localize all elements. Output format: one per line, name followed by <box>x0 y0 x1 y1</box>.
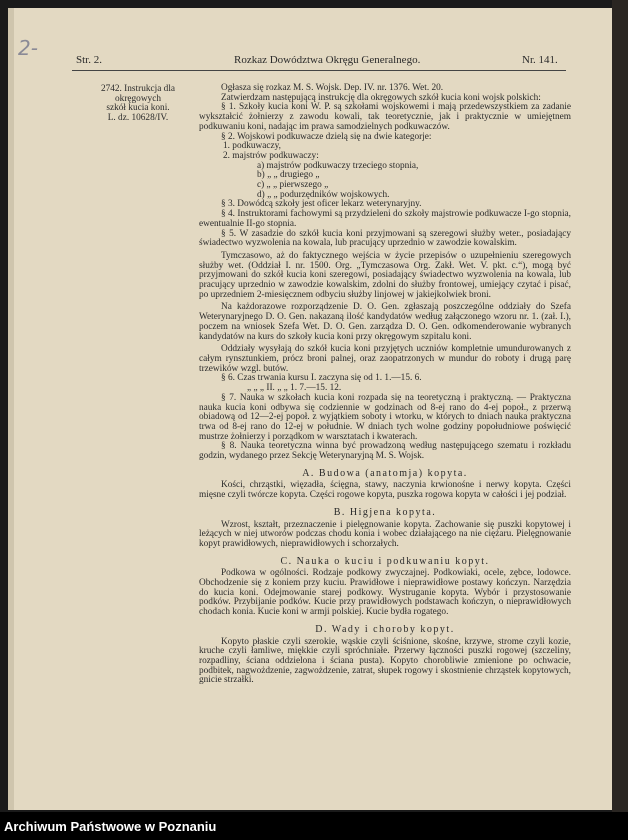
paragraph-s8: § 8. Nauka teoretyczna winna być prowadzoną według następującego szematu i rozkładu godzin, wydanego przez Sekcję Weterynaryjną M. S. Wojsk. <box>199 441 571 462</box>
paragraph-oddzialy: Oddziały wysyłają do szkół kucia koni przyjętych uczniów kompletnie umundurowanych z całym rynsztunkiem, prócz broni palnej, oraz zaopatrzonych w mundur do roboty i drugą parę trzewików wzgl. butów. <box>199 344 571 374</box>
section-text-a: Kości, chrząstki, więzadła, ścięgna, stawy, naczynia krwionośne i nerwy kopyta. Części mięsne czyli twórcze kopyta. Części rogowe kopyta, puszka rogowa kopyta w całości i jej podział. <box>199 480 571 501</box>
list-item: b) „ „ drugiego „ <box>257 170 320 181</box>
archive-footer-bar <box>0 812 628 840</box>
paragraph-s5: § 5. W zasadzie do szkół kucia koni przyjmowani są szeregowi służby weter., posiadający świadectwo wyzwolenia na kowala, lub pracujący uprzednio w zawodzie kowalskim. <box>199 228 571 249</box>
section-text-c: Podkowa w ogólności. Rodzaje podkowy zwyczajnej. Podkowiaki, ocele, zębce, lodowce. Obchodzenie się z koniem przy kuciu. Prawidłowe i nieprawidłowe postawy kończyn. Narzędzia do kucia koni. Odejmowanie starej podkowy. Wystruganie kopyta. Wybór i przystosowanie podków. Przybijanie podków. Kucie przy prawidłowych podstawach kończyn, o nieprawidłowych chodach konia. Kucie koni w armji polskiej. Kucie bydła rogatego. <box>199 568 571 618</box>
page-number: Str. 2. <box>76 54 102 66</box>
paragraph-kazdorazowe: Na każdorazowe rozporządzenie D. O. Gen. zgłaszają poszczególne oddziały do Szefa Weterynaryjnego D. O. Gen. nakazaną ilość kandydatów według załączonego wzoru nr. 1. (zał. I.), poczem na wniosek Szefa Wet. D. O. Gen. zarządza D. O. Gen. odkomenderowanie wybranych kandydatów na kurs do szkoły kucia koni przy okręgowym szpitalu koni. <box>199 302 571 342</box>
paragraph-s6: § 6. Czas trwania kursu I. zaczyna się od 1. 1.—15. 6. <box>221 373 422 384</box>
paragraph-s3: § 3. Dowódcą szkoły jest oficer lekarz weterynaryjny. <box>221 199 422 210</box>
approval-line: Zatwierdzam następującą instrukcję dla okręgowych szkół kucia koni wojsk polskich: <box>221 92 541 103</box>
paragraph-s1: § 1. Szkoły kucia koni W. P. są szkołami wojskowemi i mają przedewszystkiem za zadanie wykształcić żołnierzy z zawodu kowali, tak teoretycznie, jak i praktycznie w umiejętnem podkuwaniu koni, nadając im prawa samodzielnych podkuwaczów. <box>199 102 571 132</box>
binding-shadow <box>612 0 628 812</box>
paragraph-tymczasowo: Tymczasowo, aż do faktycznego wejścia w życie przepisów o uzupełnieniu szeregowych służby wet. (Oddział I. nr. 1500. Org. „Tymczasowa Org. Zakł. Wet. V. pkt. c.“), mogą być przyjmowani do szkół kucia koni szeregowi, posiadający świadectwo wyzwolenia na kowala, lub pracujący uprzednio w zawodzie kowalskim, zdolni do służby frontowej, umiejący czytać i pisać, po uprzedniem 2-miesięcznem odbyciu służby linjowej w jakiejkolwiek broni. <box>199 250 571 300</box>
paragraph-s7: § 7. Nauka w szkołach kucia koni rozpada się na teoretyczną i praktyczną. — Praktyczna nauka kucia koni odbywa się codziennie w godzinach od 8-ej rano do 4-ej popoł., z przerwą obiadową od 12—2-ej popoł. z wyjątkiem soboty i wtorku, w których to dniach nauka praktyczna trwa od 8-ej rano do 12-ej w południe. W dniach tych wolne godziny popołudniowe poświęcić mustrze żołnierzy i porządkom w warsztatach i kwaterach. <box>199 392 571 442</box>
pencil-mark: 2- <box>18 36 38 60</box>
list-item: 2. majstrów podkuwaczy: <box>223 150 319 161</box>
list-item: a) majstrów podkuwaczy trzeciego stopnia, <box>257 160 419 171</box>
section-heading-c: C. Nauka o kuciu i podkuwaniu kopyt. <box>280 555 490 567</box>
order-number: Nr. 141. <box>522 54 558 66</box>
section-heading-a: A. Budowa (anatomja) kopyta. <box>302 467 468 479</box>
list-item: c) „ „ pierwszego „ <box>257 180 329 191</box>
section-heading-d: D. Wady i choroby kopyt. <box>315 623 455 635</box>
margin-note: 2742. Instrukcja dla okręgowych szkół kucia koni. L. dz. 10628/IV. <box>100 84 176 123</box>
list-item: 1. podkuwaczy, <box>223 141 282 152</box>
list-item: d) „ „ podurzędników wojskowych. <box>257 189 390 200</box>
paragraph-s4: § 4. Instruktorami fachowymi są przydzieleni do szkoły majstrowie podkuwacze I-go stopnia, ewentualnie II-go stopnia. <box>199 209 571 229</box>
section-text-d: Kopyto płaskie czyli szerokie, wąskie czyli ściśnione, skośne, krzywe, strome czyli kozie, kruche czyli łamliwe, miękkie czyli spróchniałe. Przerwy łączności puszki rogowej (szczeliny, rozpadliny, ściana oddzielona i ściana pusta). Kopyto chorobliwie zmienione po ochwacie, podbitek, nagwożdzenie, zagwożdzenie, zatrat, słupek rogowy i skostnienie chrząstek kopytowych, gnicie strzałki. <box>199 636 571 686</box>
document-body <box>199 84 571 686</box>
paragraph-s6-second-course: „ „ „ II. „ „ 1. 7.—15. 12. <box>247 383 342 394</box>
document-title: Rozkaz Dowództwa Okręgu Generalnego. <box>234 54 421 66</box>
archive-footer-text: Archiwum Państwowe w Poznaniu <box>4 819 217 834</box>
paragraph-s2: § 2. Wojskowi podkuwacze dzielą się na dwie kategorje: <box>221 131 432 142</box>
header-rule <box>72 70 566 71</box>
intro-line: Ogłasza się rozkaz M. S. Wojsk. Dep. IV. nr. 1376. Wet. 20. <box>221 83 444 93</box>
section-text-b: Wzrost, kształt, przeznaczenie i pielęgnowanie kopyta. Zachowanie się puszki kopytowej i leżących w niej utworów podczas chodu konia i wobec działającego na nie ciężaru. Pielęgnowanie kopyt prawidłowych, nieprawidłowych i schorzałych. <box>199 519 571 549</box>
page-edge <box>8 8 14 810</box>
section-heading-b: B. Higjena kopyta. <box>333 506 437 518</box>
